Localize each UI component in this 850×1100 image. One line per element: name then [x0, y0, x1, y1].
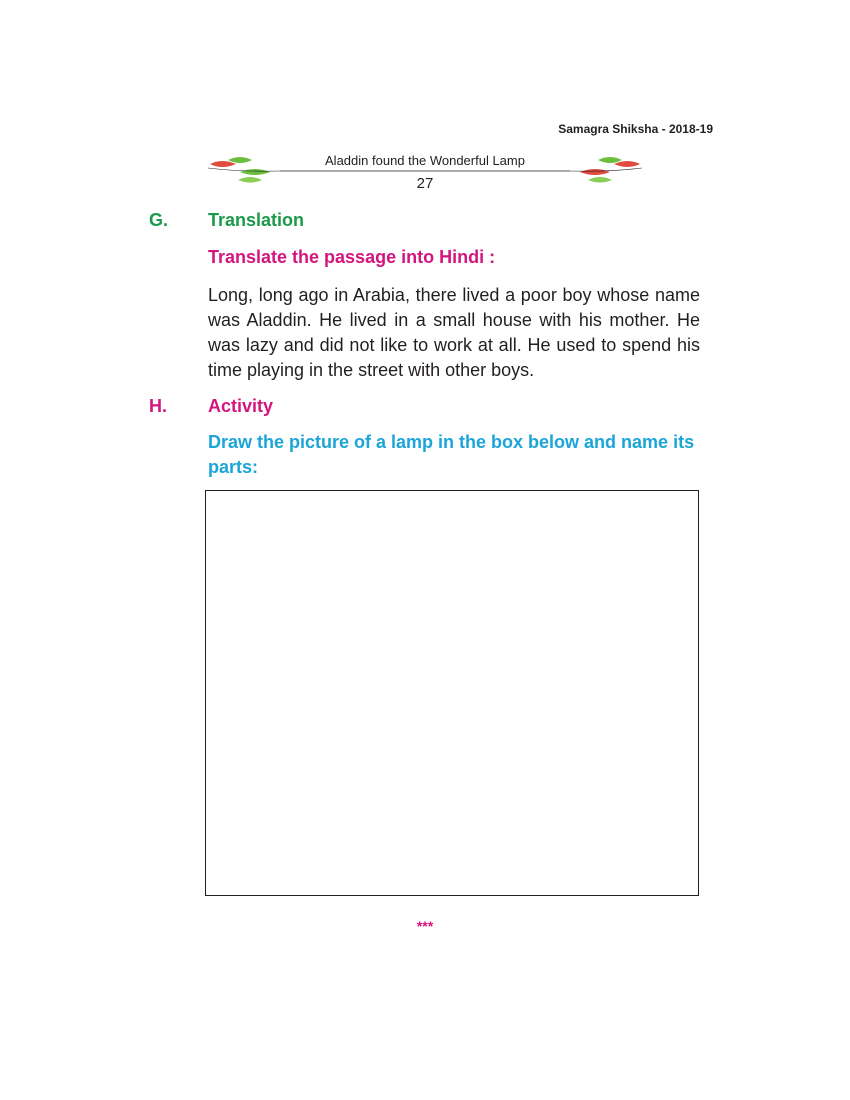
page-number: 27	[416, 175, 434, 192]
publisher-header: Samagra Shiksha - 2018-19	[558, 122, 713, 136]
section-g-letter: G.	[149, 210, 169, 230]
section-g-instruction: Translate the passage into Hindi :	[208, 247, 496, 267]
section-h-title: Activity	[208, 396, 274, 416]
translation-passage: Long, long ago in Arabia, there lived a poor boy whose name was Aladdin. He lived in a small house with his mother. He was lazy and did not like to work at all. He used to spend his time playing in the street with other boys.	[208, 285, 700, 380]
section-h-letter: H.	[149, 396, 167, 416]
end-stars: ***	[416, 918, 434, 934]
chapter-title: Aladdin found the Wonderful Lamp	[325, 153, 525, 168]
drawing-box[interactable]	[205, 490, 699, 896]
section-h-instruction: Draw the picture of a lamp in the box below and name its parts:	[208, 432, 695, 477]
section-g-title: Translation	[208, 210, 305, 230]
